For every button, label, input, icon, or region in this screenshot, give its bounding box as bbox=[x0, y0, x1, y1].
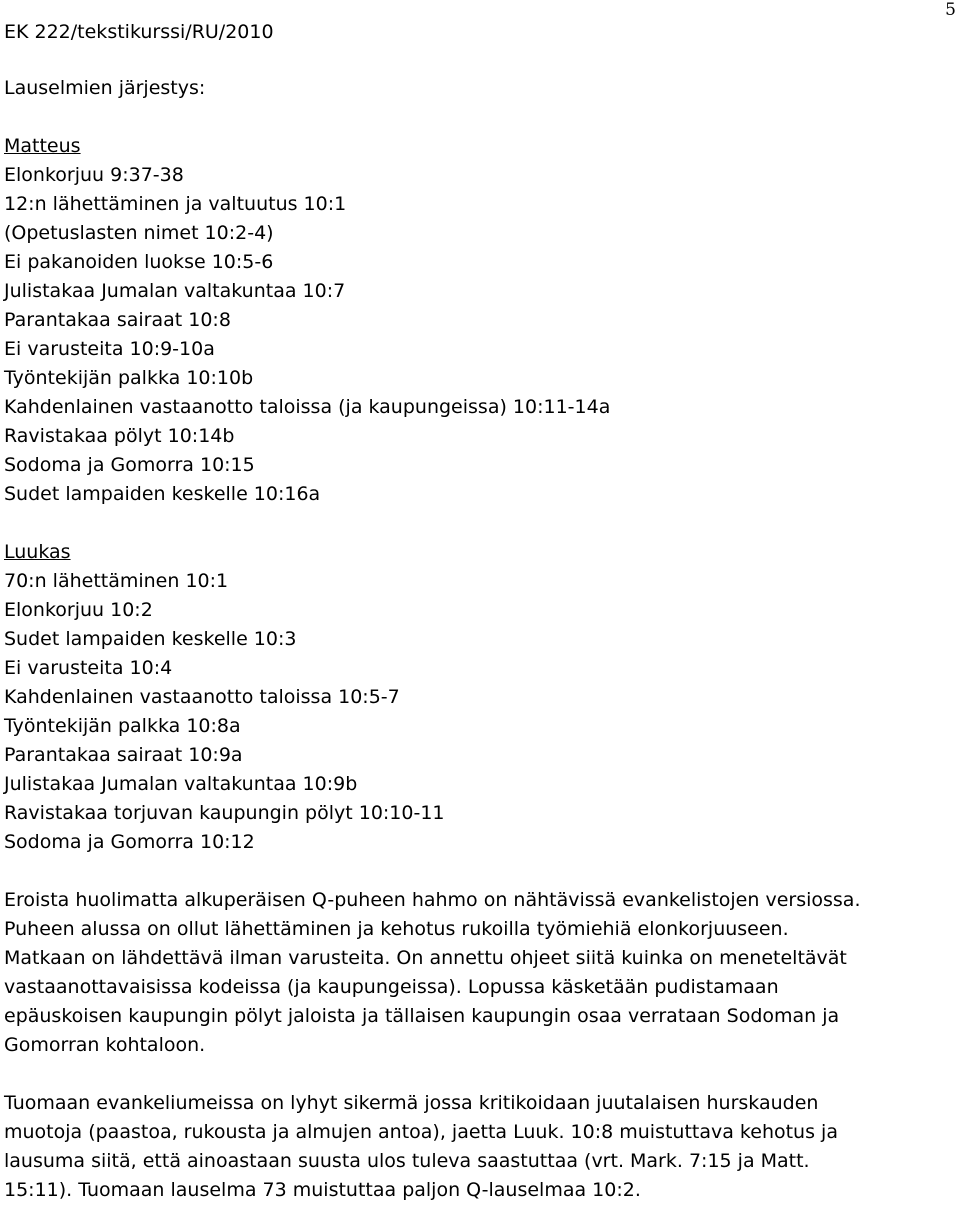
page-heading: Lauselmien järjestys: bbox=[4, 77, 206, 99]
list-item: Sudet lampaiden keskelle 10:3 bbox=[4, 628, 297, 650]
list-item: Ravistakaa pölyt 10:14b bbox=[4, 425, 235, 447]
paragraph-line: vastaanottavaisissa kodeissa (ja kaupungeissa). Lopussa käsketään pudistamaan bbox=[4, 976, 779, 998]
list-item: (Opetuslasten nimet 10:2-4) bbox=[4, 222, 274, 244]
page-number: 5 bbox=[945, 0, 956, 20]
list-item: Ei varusteita 10:9-10a bbox=[4, 338, 215, 360]
list-item: Parantakaa sairaat 10:8 bbox=[4, 309, 231, 331]
section-title-luukas: Luukas bbox=[4, 541, 71, 563]
list-item: 12:n lähettäminen ja valtuutus 10:1 bbox=[4, 193, 347, 215]
list-item: 70:n lähettäminen 10:1 bbox=[4, 570, 229, 592]
list-item: Julistakaa Jumalan valtakuntaa 10:9b bbox=[4, 773, 358, 795]
section-title-matteus: Matteus bbox=[4, 135, 81, 157]
list-item: Työntekijän palkka 10:10b bbox=[4, 367, 254, 389]
section-luukas bbox=[4, 538, 954, 857]
list-item: Ei pakanoiden luokse 10:5-6 bbox=[4, 251, 274, 273]
page-content bbox=[4, 74, 954, 1205]
list-item: Kahdenlainen vastaanotto taloissa (ja kaupungeissa) 10:11-14a bbox=[4, 396, 611, 418]
section-matteus bbox=[4, 132, 954, 509]
running-header: EK 222/tekstikurssi/RU/2010 bbox=[4, 21, 274, 43]
paragraph-line: Eroista huolimatta alkuperäisen Q-puheen hahmo on nähtävissä evankelistojen versiossa. bbox=[4, 889, 861, 911]
paragraph-q-speech bbox=[4, 886, 954, 1060]
list-item: Ei varusteita 10:4 bbox=[4, 657, 173, 679]
paragraph-line: 15:11). Tuomaan lauselma 73 muistuttaa paljon Q-lauselmaa 10:2. bbox=[4, 1179, 641, 1201]
list-item: Elonkorjuu 10:2 bbox=[4, 599, 153, 621]
paragraph-line: lausuma siitä, että ainoastaan suusta ulos tuleva saastuttaa (vrt. Mark. 7:15 ja Matt. bbox=[4, 1150, 810, 1172]
list-item: Sudet lampaiden keskelle 10:16a bbox=[4, 483, 321, 505]
paragraph-thomas bbox=[4, 1089, 954, 1205]
paragraph-line: Puheen alussa on ollut lähettäminen ja kehotus rukoilla työmiehiä elonkorjuuseen. bbox=[4, 918, 789, 940]
paragraph-line: Gomorran kohtaloon. bbox=[4, 1034, 206, 1056]
list-item: Sodoma ja Gomorra 10:12 bbox=[4, 831, 255, 853]
list-item: Työntekijän palkka 10:8a bbox=[4, 715, 241, 737]
paragraph-line: Tuomaan evankeliumeissa on lyhyt sikermä jossa kritikoidaan juutalaisen hurskauden bbox=[4, 1092, 819, 1114]
list-item: Julistakaa Jumalan valtakuntaa 10:7 bbox=[4, 280, 346, 302]
paragraph-line: epäuskoisen kaupungin pölyt jaloista ja tällaisen kaupungin osaa verrataan Sodoman ja bbox=[4, 1005, 840, 1027]
list-item: Kahdenlainen vastaanotto taloissa 10:5-7 bbox=[4, 686, 400, 708]
paragraph-line: Matkaan on lähdettävä ilman varusteita. On annettu ohjeet siitä kuinka on meneteltävät bbox=[4, 947, 847, 969]
list-item: Sodoma ja Gomorra 10:15 bbox=[4, 454, 255, 476]
paragraph-line: muotoja (paastoa, rukousta ja almujen antoa), jaetta Luuk. 10:8 muistuttava kehotus ja bbox=[4, 1121, 838, 1143]
list-item: Ravistakaa torjuvan kaupungin pölyt 10:10-11 bbox=[4, 802, 445, 824]
list-item: Parantakaa sairaat 10:9a bbox=[4, 744, 243, 766]
list-item: Elonkorjuu 9:37-38 bbox=[4, 164, 184, 186]
